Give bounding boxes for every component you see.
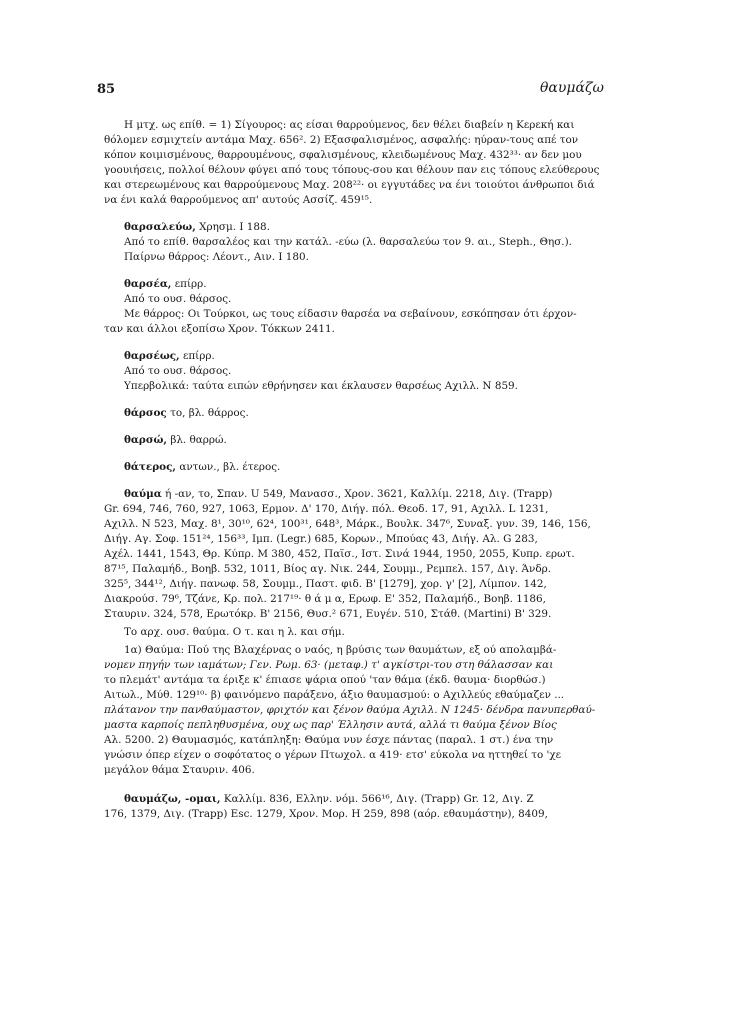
entry-tharsos <box>104 406 616 421</box>
sources-line: Αχιλλ. Ν 523, Μαχ. 8¹, 30¹⁰, 62⁴, 100³¹, 648³, Μάρκ., Βουλκ. 347⁶, Συναξ. γυν. 39, 146, 156, <box>104 518 591 530</box>
sources-line: Διακρούσ. 79⁶, Τζάνε, Κρ. πολ. 217¹⁹· θ ά μ α, Ερωφ. Ε' 352, Παλαμήδ., Βοηβ. 1186, <box>104 593 546 605</box>
headword: θαύμα <box>124 488 162 500</box>
definition-line: Υπερβολικά: ταύτα ειπών εθρήνησεν και έκλαυσεν θαρσέως Αχιλλ. Ν 859. <box>124 380 518 392</box>
sources-line: 87¹⁵, Παλαμήδ., Βοηβ. 532, 1011, Βίος αγ. Νικ. 244, Σουμμ., Ρεμπελ. 157, Διγ. Άνδρ. <box>104 563 552 575</box>
entry-head-line <box>104 487 616 502</box>
sense-line: μεγάλον θάμα Σταυριν. 406. <box>104 764 255 776</box>
running-head: θαυμάζω <box>540 80 604 96</box>
sources-line: Σταυριν. 324, 578, Ερωτόκρ. Β' 2156, Θυσ.² 671, Ευγέν. 510, Στάθ. (Martini) Β' 329. <box>104 608 552 620</box>
sense-line: πλάτανον την πανθαύμαστον, φριχτόν και ξένον θαύμα Αχιλλ. Ν 1245· δένδρα πανυπερθαύ- <box>104 704 596 716</box>
entry-thauma <box>104 487 616 778</box>
sense-line: νομεν πηγήν των ιαμάτων; Γεν. Ρωμ. 63· (μεταφ.) τ' αγκίστρι-του στη θάλασσαν και <box>104 659 554 671</box>
text-line: Η μτχ. ως επίθ. = 1) Σίγουρος: ας είσαι θαρρούμενος, δεν θέλει διαβείν η Κερεκή και <box>124 119 575 131</box>
headword: θαρσαλεύω, <box>124 221 196 233</box>
entry-head-line <box>104 433 616 448</box>
entry-head-line <box>104 349 616 364</box>
sense-line: μαστα καρποίς πεπληθυσμένα, ουχ ως παρ' Έλλησιν αυτά, αλλά τι θαύμα ξένον Βίος <box>104 719 557 731</box>
page-number: 85 <box>97 82 116 97</box>
entry-text: αντων., βλ. έτερος. <box>179 461 281 473</box>
headword: θαρσέα, <box>124 278 172 290</box>
intro-paragraph <box>104 118 616 208</box>
entry-text: το, Σπαν. U 549, Μανασσ., Χρον. 3621, Καλλίμ. 2218, Διγ. (Trapp) <box>198 488 553 500</box>
sources-line: Διήγ. Αγ. Σοφ. 151²⁴, 156³³, Ιμπ. (Legr.) 685, Κορων., Μπούας 43, Διήγ. Αλ. G 283, <box>104 533 538 545</box>
entry-tharso <box>104 433 616 448</box>
entry-thateros <box>104 460 616 475</box>
definition-line: Παίρνω θάρρος: Λέοντ., Αιν. I 180. <box>124 251 309 263</box>
entry-tharseos <box>104 349 616 394</box>
entry-head-line <box>104 277 616 292</box>
entry-text: βλ. θαρρώ. <box>170 434 227 446</box>
entry-head-line <box>104 406 616 421</box>
text-line: και στερεωμένους και θαρρούμενους Μαχ. 208²²· οι εγγυτάδες να ένι τοιούτοι άνθρωποι διά <box>104 179 595 191</box>
entry-text: το, βλ. θάρρος. <box>170 407 249 419</box>
headword-variant: ή -αν, <box>165 488 195 500</box>
sources-line: 325⁵, 344¹², Διήγ. πανωφ. 58, Σουμμ., Παστ. φιδ. Β' [1279], χορ. γ' [2], Λίμπον. 142, <box>104 578 547 590</box>
sources-line: 176, 1379, Διγ. (Trapp) Esc. 1279, Χρον. Μορ. Η 259, 898 (αόρ. εθαυμάστην), 8409, <box>104 808 548 820</box>
etymology-line: Από το επίθ. θαρσαλέος και την κατάλ. -εύω (λ. θαρσαλεύω τον 9. αι., Steph., Θησ.). <box>124 236 572 248</box>
sense-line: 1α) Θαύμα: Πού της Βλαχέρνας ο ναός, η βρύσις των θαυμάτων, εξ ού απολαμβά- <box>124 644 557 656</box>
sense-line: Αιτωλ., Μύθ. 129¹⁰· β) φαινόμενο παράξενο, άξιο θαυμασμού: ο Αχιλλεύς εθαύμαζεν ... <box>104 689 565 701</box>
sense-line: Αλ. 5200. 2) Θαυμασμός, κατάπληξη: Θαύμα νυν έσχε πάντας (παραλ. 1 στ.) ένα την <box>104 734 554 746</box>
sources-line: Αχέλ. 1441, 1543, Θρ. Κύπρ. Μ 380, 452, Παϊσ., Ιστ. Σινά 1944, 1950, 2055, Κυπρ. ερωτ. <box>104 548 575 560</box>
entry-text: επίρρ. <box>174 278 207 290</box>
entry-text: επίρρ. <box>182 350 215 362</box>
entry-text: Χρησμ. I 188. <box>199 221 270 233</box>
sources-line: Gr. 694, 746, 760, 927, 1063, Ερμον. Δ' 170, Διήγ. πόλ. Θεοδ. 17, 91, Αχιλλ. L 1231, <box>104 503 549 515</box>
entry-text: Καλλίμ. 836, Ελλην. νόμ. 566¹⁶, Διγ. (Trapp) Gr. 12, Διγ. Ζ <box>223 793 534 805</box>
etymology-line: Το αρχ. ουσ. θαύμα. Ο τ. και η λ. και σήμ. <box>124 626 345 638</box>
entry-head-line <box>104 792 616 807</box>
sense-line: γνώσιν όπερ είχεν ο σοφότατος ο γέρων Πτωχολ. α 419· ετσ' εύκολα να ηττηθεί το 'χε <box>104 749 562 761</box>
entry-thaumazo <box>104 792 616 822</box>
entry-head-line <box>104 220 616 235</box>
entry-tharsea <box>104 277 616 337</box>
text-line: κόπον κοιμισμένους, θαρρουμένους, σφαλισμένους, κλειδωμένους Μαχ. 432³³· αν δεν μου <box>104 149 582 161</box>
definition-line: ταν και άλλοι εξοπίσω Χρον. Τόκκων 2411. <box>104 323 335 335</box>
headword: θάτερος, <box>124 461 177 473</box>
dictionary-text <box>104 118 616 822</box>
entry-tharsaleyo <box>104 220 616 265</box>
text-line: θόλομεν εσμιχτείν αντάμα Μαχ. 656². 2) Εξασφαλισμένος, ασφαλής: ηύραν-τους απέ τον <box>104 134 579 146</box>
entry-head-line <box>104 460 616 475</box>
headword: θαυμάζω, -ομαι, <box>124 793 221 805</box>
headword: θαρσώ, <box>124 434 168 446</box>
etymology-line: Από το ουσ. θάρσος. <box>124 365 232 377</box>
text-line: να ένι καλά θαρρούμενος απ' αυτούς Ασσίζ. 459¹⁵. <box>104 194 373 206</box>
headword: θάρσος <box>124 407 167 419</box>
sense-line: το πλεμάτ' αντάμα τα έριξε κ' έπιασε ψάρια οπού 'ταν θάμα (έκδ. θαυμα· διορθώσ.) <box>104 674 546 686</box>
text-line: γοουιήσεις, πολλοί θέλουν φύγει από τους τόπους-σου και θέλουν παν εις τόπους ελεύθερους <box>104 164 600 176</box>
etymology-line: Από το ουσ. θάρσος. <box>124 293 232 305</box>
headword: θαρσέως, <box>124 350 180 362</box>
definition-line: Με θάρρος: Οι Τούρκοι, ως τους είδασιν θαρσέα να σεβαίνουν, εσκόπησαν ότι έρχον- <box>124 308 577 320</box>
